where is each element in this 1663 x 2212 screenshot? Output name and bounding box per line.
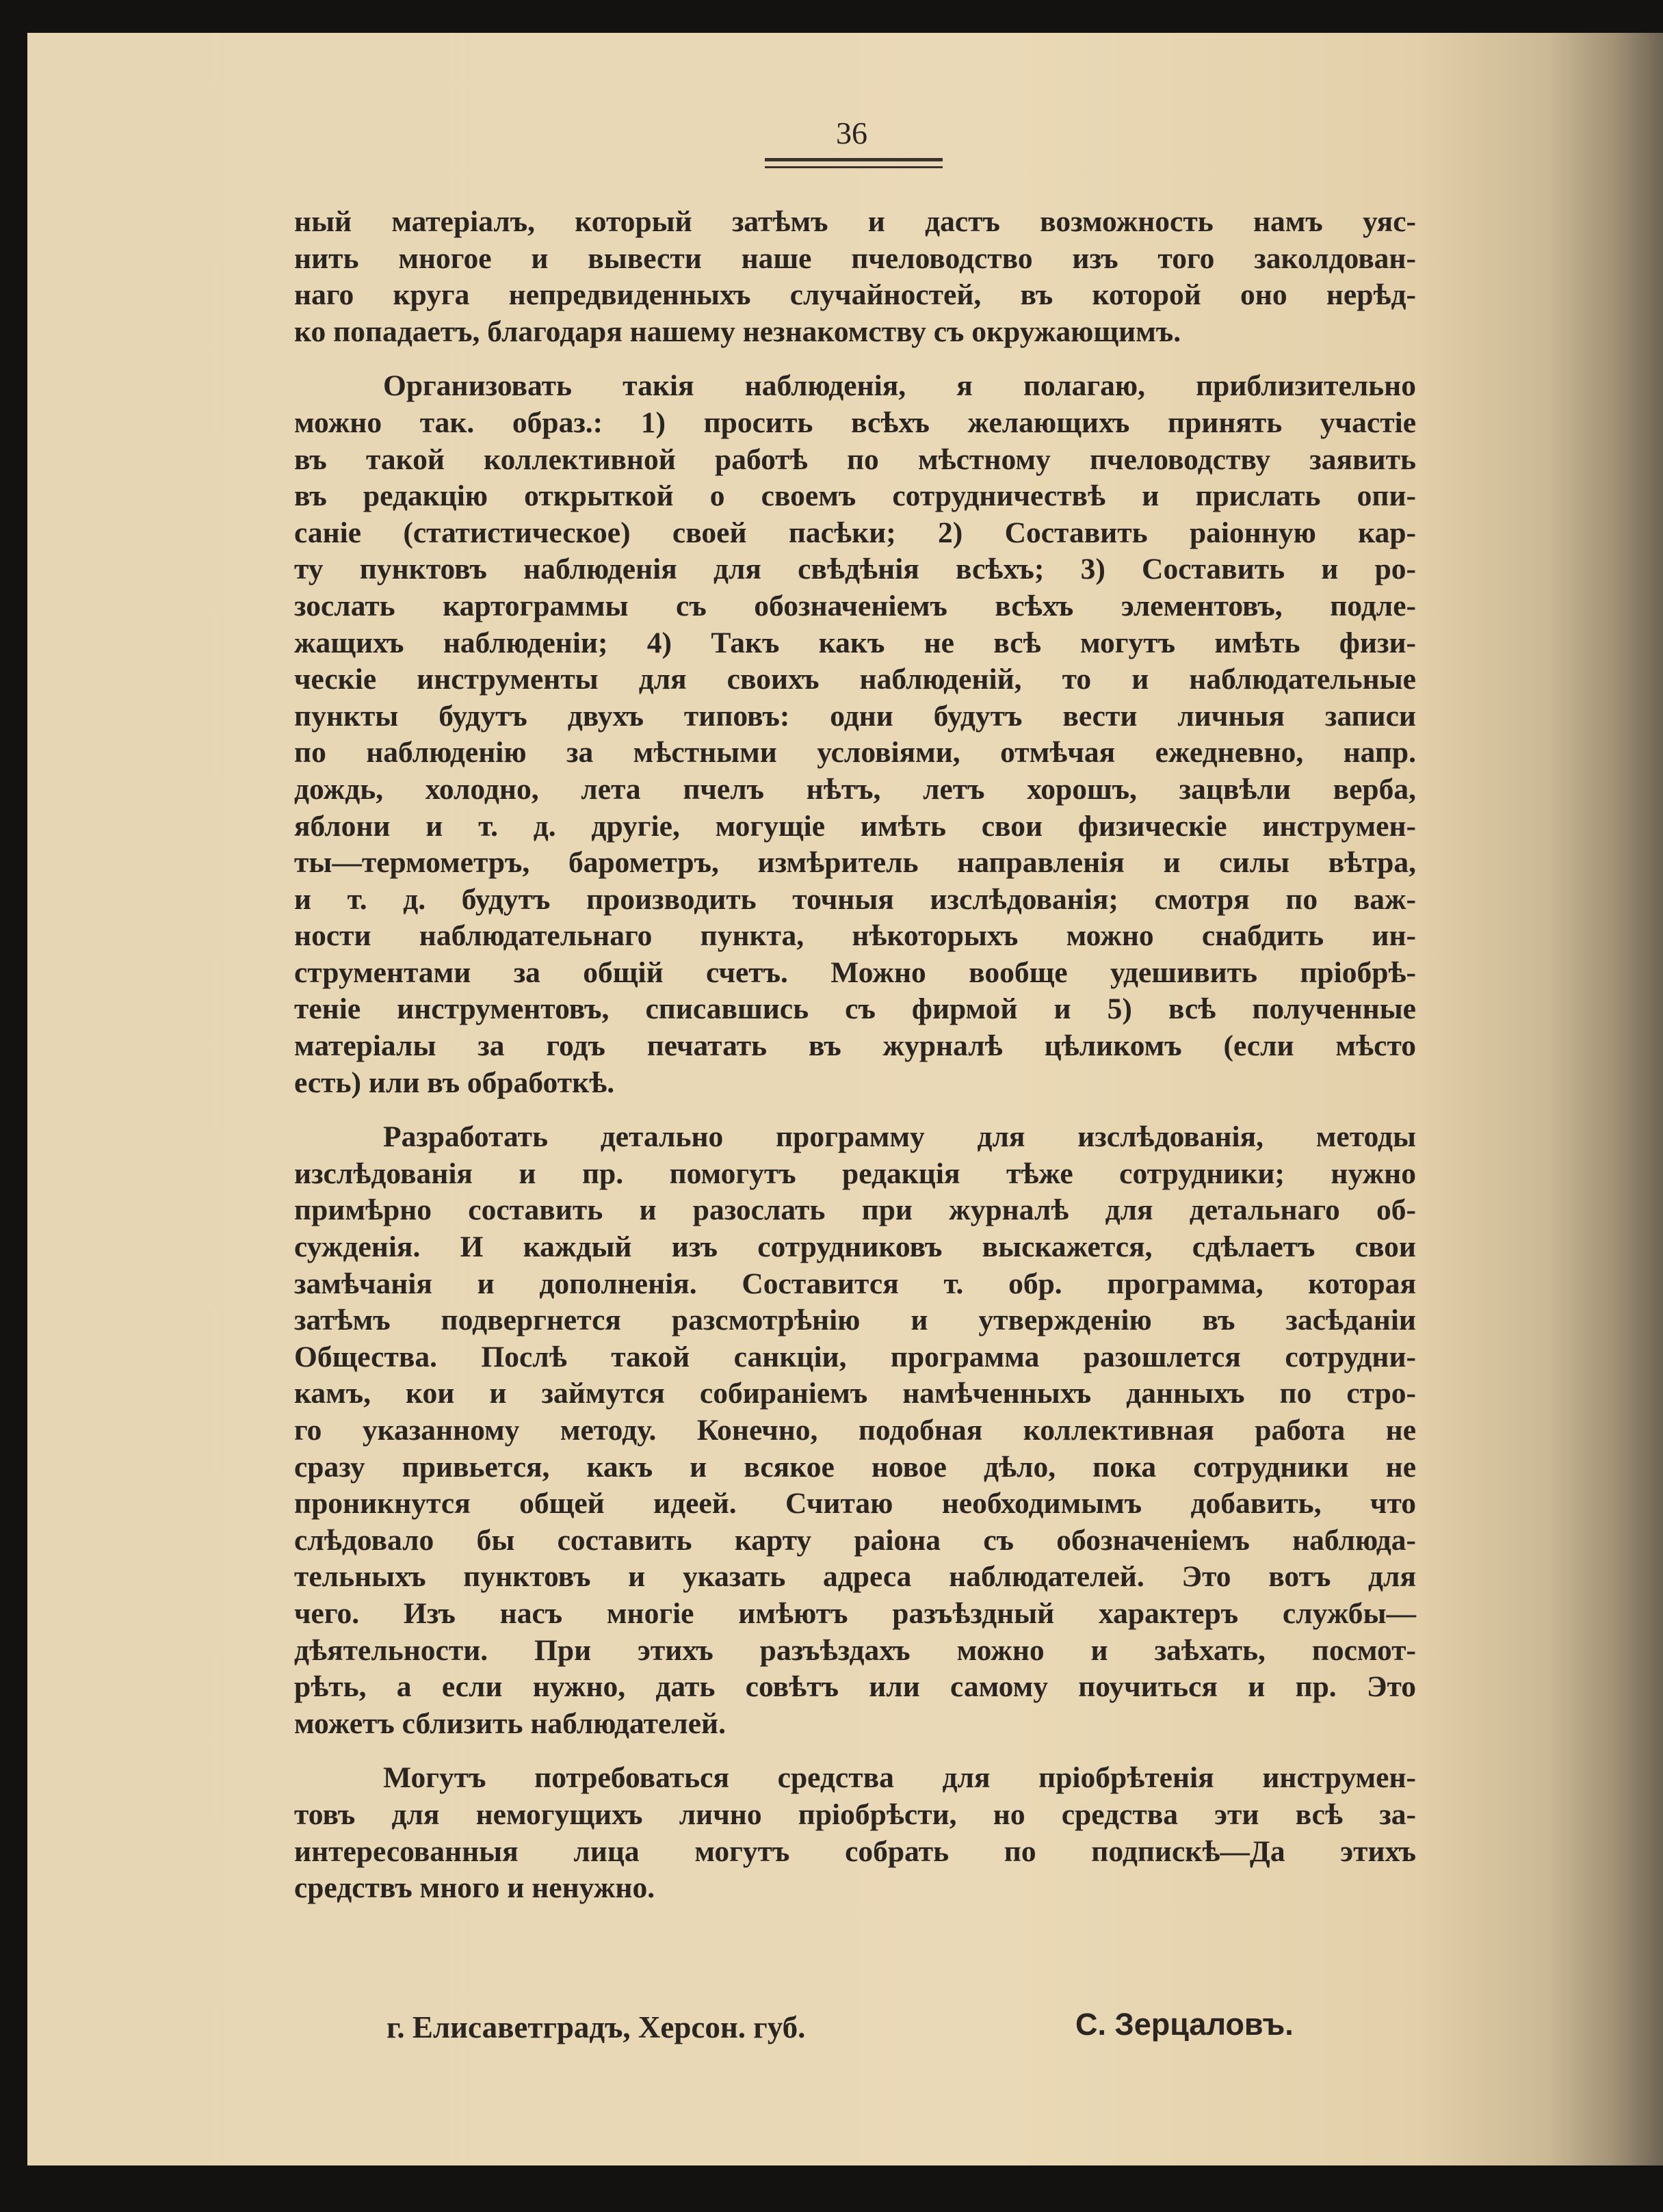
text-line: чего. Изъ насъ многіе имѣютъ разъѣздный характеръ службы— [294, 1596, 1416, 1630]
text-line: и т. д. будутъ производить точныя изслѣдованія; смотря по важ- [294, 882, 1416, 916]
text-line: жащихъ наблюденіи; 4) Такъ какъ не всѣ могутъ имѣть физи- [294, 626, 1416, 659]
text-line: Общества. Послѣ такой санкціи, программа разошлется сотрудни- [294, 1340, 1416, 1373]
text-line: интересованныя лица могутъ собрать по подпискѣ—Да этихъ [294, 1834, 1416, 1868]
paragraph-gap [294, 1101, 1416, 1119]
text-line: зослать картограммы съ обозначеніемъ всѣхъ элементовъ, подле- [294, 589, 1416, 622]
paragraph [294, 204, 1416, 350]
text-line: изслѣдованія и пр. помогутъ редакція тѣже сотрудники; нужно [294, 1157, 1416, 1190]
text-line: нить многое и вывести наше пчеловодство изъ того заколдован- [294, 241, 1416, 275]
text-line: Разработать детально программу для изслѣдованія, методы [383, 1120, 1416, 1154]
text-line: сразу привьется, какъ и всякое новое дѣло, пока сотрудники не [294, 1450, 1416, 1484]
text-line: камъ, кои и займутся собираніемъ намѣченныхъ данныхъ по стро- [294, 1377, 1416, 1410]
signature-author: С. Зерцаловъ. [1075, 2007, 1294, 2042]
text-line: яблони и т. д. другіе, могущіе имѣть свои физическіе инструмен- [294, 809, 1416, 843]
text-line: рѣть, а если нужно, дать совѣтъ или самому поучиться и пр. Это [294, 1670, 1416, 1704]
text-line: примѣрно составить и разослать при журналѣ для детальнаго об- [294, 1194, 1416, 1227]
text-line: ту пунктовъ наблюденія для свѣдѣнія всѣхъ; 3) Составить и ро- [294, 553, 1416, 586]
text-line: ты—термометръ, барометръ, измѣритель направленія и силы вѣтра, [294, 846, 1416, 880]
text-line: есть) или въ обработкѣ. [294, 1066, 615, 1099]
signature-place: г. Елисаветградъ, Херсон. губ. [387, 2010, 806, 2044]
text-line: по наблюденію за мѣстными условіями, отмѣчая ежедневно, напр. [294, 736, 1416, 769]
page-number: 36 [836, 116, 867, 150]
paragraph-gap [294, 1742, 1416, 1760]
paragraph [294, 368, 1416, 1101]
text-line: наго круга непредвиденныхъ случайностей, въ которой оно нерѣд- [294, 278, 1416, 312]
text-line: слѣдовало бы составить карту раіона съ обозначеніемъ наблюда- [294, 1523, 1416, 1557]
paragraph [294, 1119, 1416, 1742]
text-line: въ такой коллективной работѣ по мѣстному пчеловодству заявить [294, 443, 1416, 476]
header-rule-thin [765, 166, 943, 168]
text-line: можетъ сблизить наблюдателей. [294, 1707, 726, 1740]
text-line: затѣмъ подвергнется разсмотрѣнію и утвержденію въ засѣданіи [294, 1304, 1416, 1337]
text-line: сужденія. И каждый изъ сотрудниковъ выскажется, сдѣлаетъ свои [294, 1230, 1416, 1264]
text-line: саніе (статистическое) своей пасѣки; 2) Составить раіонную кар- [294, 516, 1416, 549]
text-line: тельныхъ пунктовъ и указать адреса наблюдателей. Это вотъ для [294, 1560, 1416, 1594]
text-line: въ редакцію открыткой о своемъ сотрудничествѣ и прислать опи- [294, 479, 1416, 513]
body-text [294, 204, 1416, 1907]
text-line: замѣчанія и дополненія. Составится т. обр. программа, которая [294, 1267, 1416, 1300]
text-line: дождь, холодно, лета пчелъ нѣтъ, летъ хорошъ, зацвѣли верба, [294, 772, 1416, 806]
text-line: го указанному методу. Конечно, подобная коллективная работа не [294, 1414, 1416, 1447]
text-line: дѣятельности. При этихъ разъѣздахъ можно и заѣхать, посмот- [294, 1633, 1416, 1667]
paragraph-gap [294, 350, 1416, 368]
text-line: ческіе инструменты для своихъ наблюденій, то и наблюдательные [294, 663, 1416, 696]
text-line: ко попадаетъ, благодаря нашему незнакомству съ окружающимъ. [294, 315, 1181, 348]
text-line: Могутъ потребоваться средства для пріобрѣтенія инструмен- [383, 1761, 1416, 1795]
text-line: ный матеріалъ, который затѣмъ и дастъ возможность намъ уяс- [294, 205, 1416, 238]
text-line: теніе инструментовъ, списавшись съ фирмой и 5) всѣ полученные [294, 992, 1416, 1026]
text-line: проникнутся общей идеей. Считаю необходимымъ добавить, что [294, 1487, 1416, 1520]
text-line: товъ для немогущихъ лично пріобрѣсти, но средства эти всѣ за- [294, 1798, 1416, 1831]
text-line: ности наблюдательнаго пункта, нѣкоторыхъ можно снабдить ин- [294, 919, 1416, 953]
text-line: можно так. образ.: 1) просить всѣхъ желающихъ принять участіе [294, 406, 1416, 439]
text-line: средствъ много и ненужно. [294, 1871, 655, 1905]
book-page [27, 33, 1663, 2165]
text-line: струментами за общій счетъ. Можно вообще удешивить пріобрѣ- [294, 956, 1416, 989]
text-line: матеріалы за годъ печатать въ журналѣ цѣликомъ (если мѣсто [294, 1029, 1416, 1063]
header-rule [765, 158, 943, 161]
text-line: Организовать такія наблюденія, я полагаю, приблизительно [383, 369, 1416, 403]
text-line: пункты будутъ двухъ типовъ: одни будутъ вести личныя записи [294, 699, 1416, 733]
paragraph [294, 1760, 1416, 1906]
